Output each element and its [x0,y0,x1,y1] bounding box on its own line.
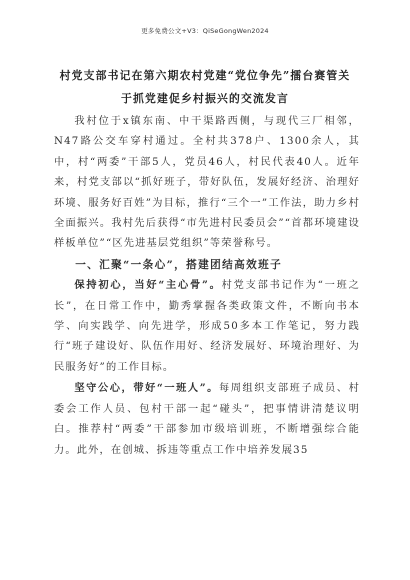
intro-paragraph: 我村位于x镇东南、中干渠路西侧，与现代三厂相邻，N47路公交车穿村通过。全村共378户、1300余人，其中，村“两委”干部5人，党员46人，村民代表40人。近年来，村党支部以“抓好班子，带好队伍，发展好经济、治理好环境、服务好百姓”为目标，推行“三个一”工作法，助力乡村全面振兴。我村先后获得“市先进村民委员会”“首都环境建设样板单位”“区先进基层党组织”等荣誉称号。 [54,116,360,250]
paragraph-stay-true [54,275,360,378]
header-note: 更多免费公文+V3：QiSeGongWen2024 [141,27,269,35]
paragraph-lead: 坚守公心，带好“一班人”。 [74,382,219,395]
paragraph-text: 每周组织支部班子成员、村委会工作人员、包村干部一起“碰头”，把事情讲清楚议明白。推荐村“两委”干部参加市级培训班，不断增强综合能力。此外，在创城、拆违等重点工作中培养发展35 [54,383,360,456]
document-title-line-1: 村党支部书记在第六期农村党建“党位争先”擂台赛管关 [59,69,351,82]
paragraph-text: 村党支部书记作为“一班之长”，在日常工作中，勤秀掌握各类政策文件，不断向书本学、向实践学、向先进学，形成50多本工作笔记，努力践行“班子建设好、队伍作用好、经济发展好、环境治理好、为民服务好”的工作目标。 [54,280,360,373]
section-heading-1: 一、汇聚“一条心”，搭建团结高效班子 [75,258,283,271]
document-title-line-2: 于抓党建促乡村振兴的交流发言 [121,92,289,105]
paragraph-lead: 保持初心，当好“主心骨”。 [74,279,222,292]
paragraph-impartial [54,378,360,461]
document-body [54,112,360,461]
